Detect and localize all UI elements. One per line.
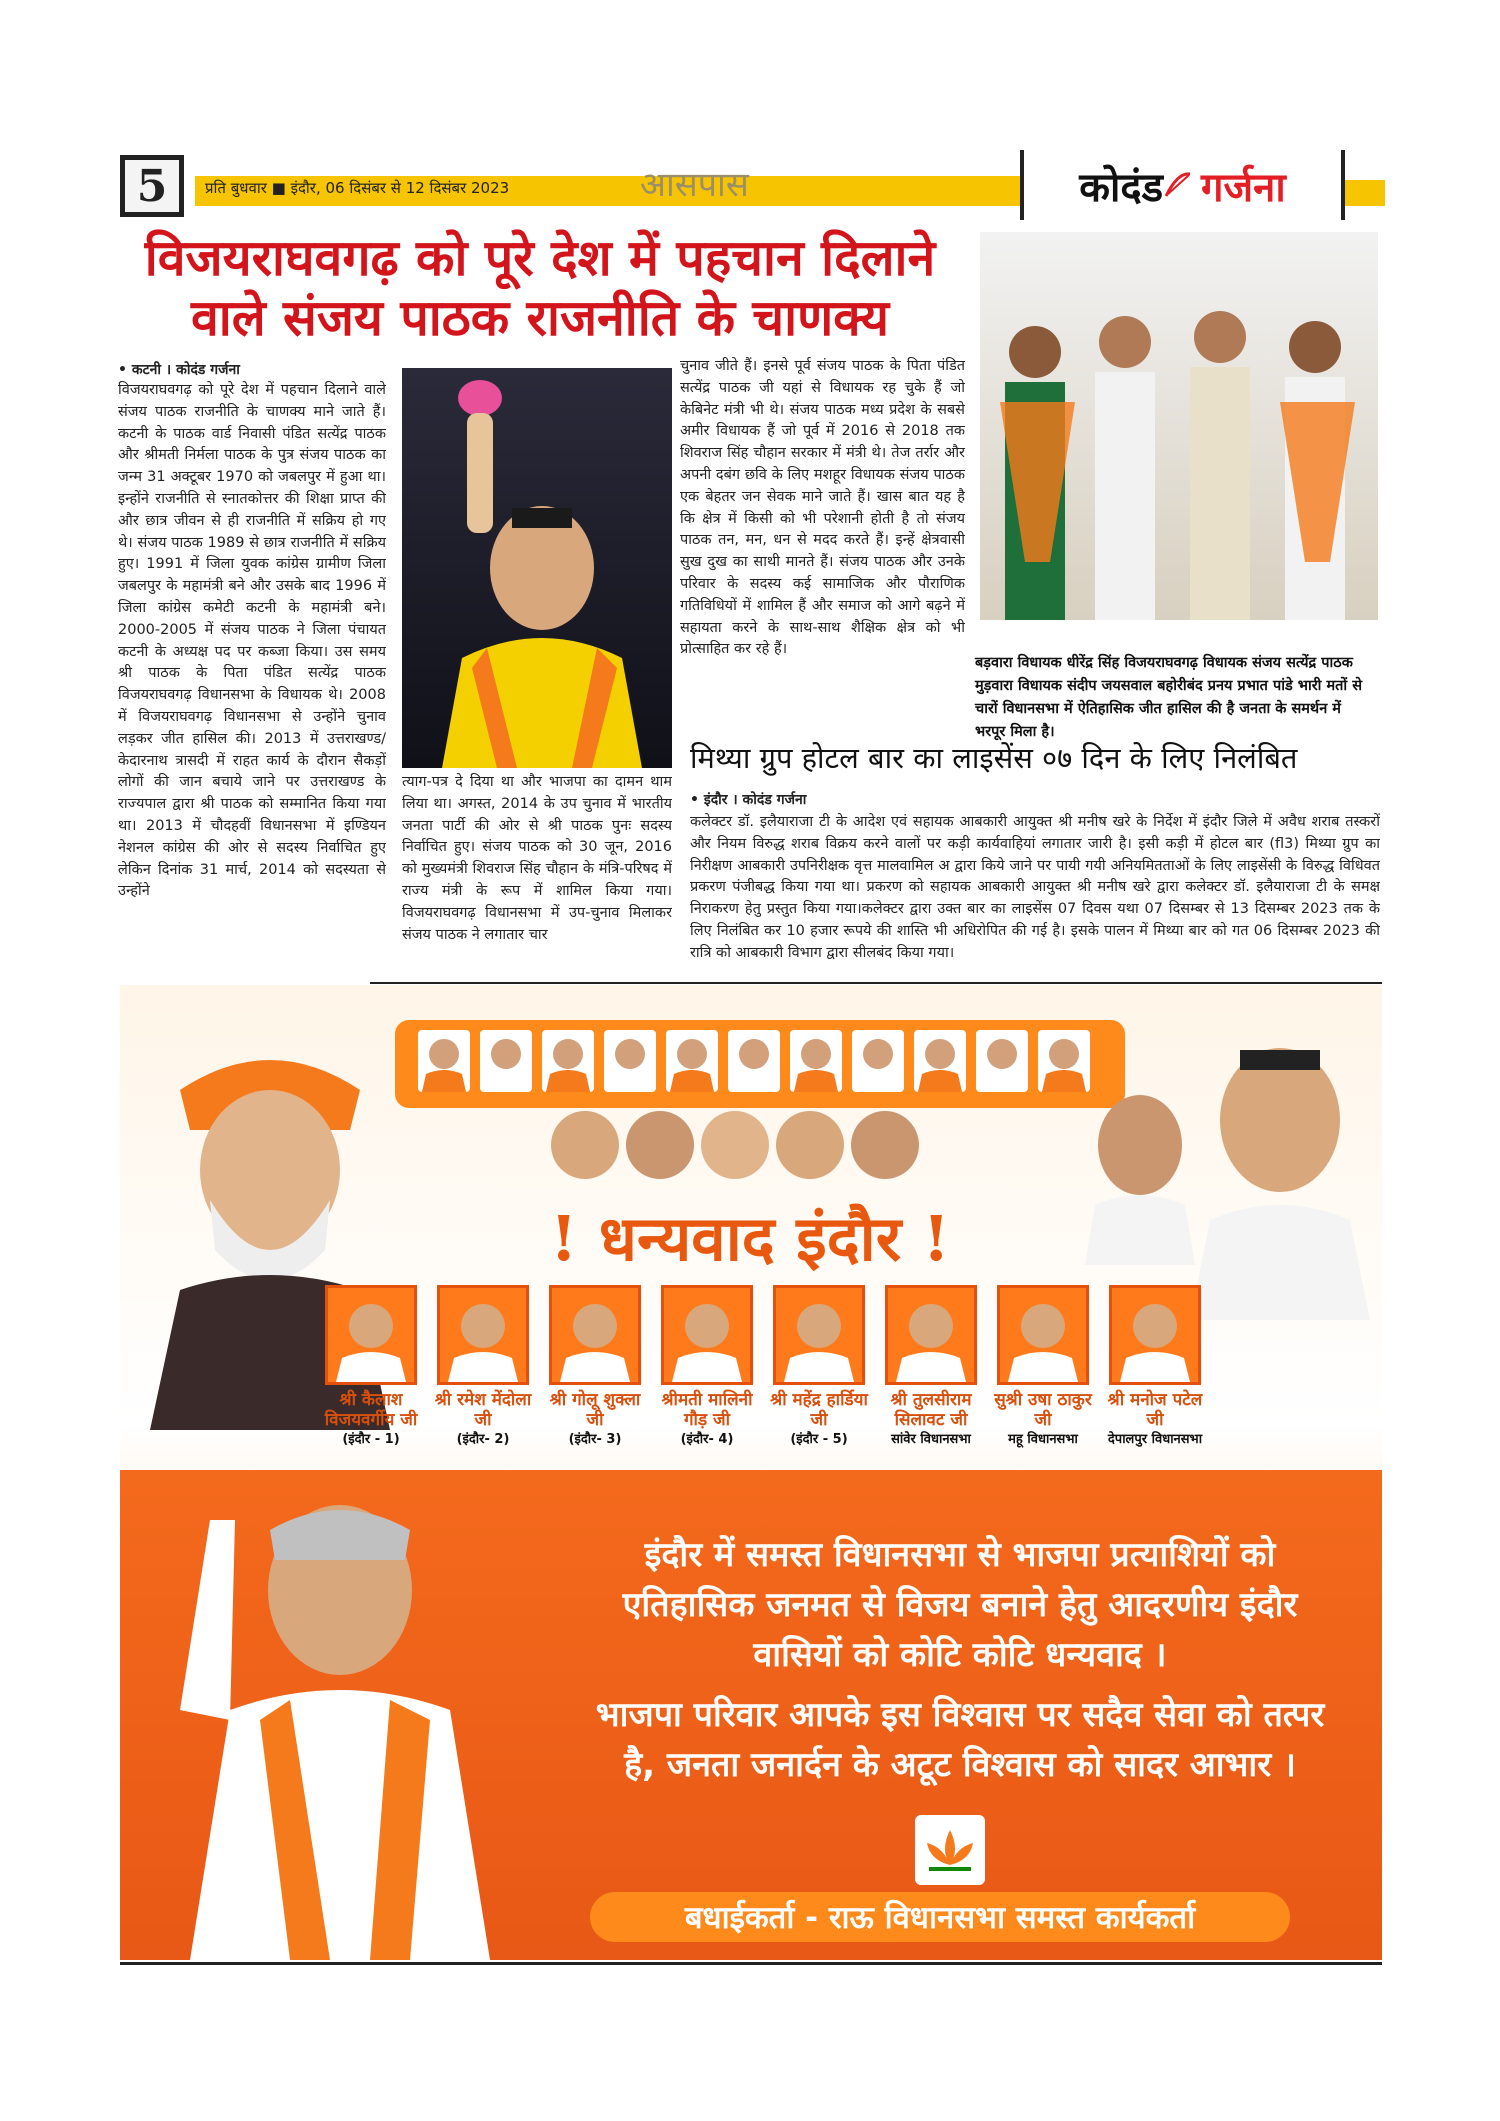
candidate-photo <box>549 1285 641 1385</box>
leader-thumbnail <box>728 1030 780 1092</box>
headline-line-2: वाले संजय पाठक राजनीति के चाणक्य <box>190 288 890 347</box>
candidate-seat: (इंदौर - 5) <box>790 1432 848 1447</box>
candidate-name: श्री मनोज पटेल जी <box>1107 1390 1203 1430</box>
candidate-seat: (इंदौर- 2) <box>456 1432 510 1447</box>
candidate-photo <box>325 1285 417 1385</box>
candidate-seat: सांवेर विधानसभा <box>891 1432 971 1447</box>
leader-thumbnail <box>1038 1030 1090 1092</box>
candidate-name: श्री रमेश मेंदोला जी <box>434 1390 532 1430</box>
leader-portrait-second-right <box>1080 1085 1200 1265</box>
masthead-right: गर्जना <box>1200 163 1286 211</box>
leader-thumbnail <box>542 1030 594 1092</box>
leader-thumbnail <box>914 1030 966 1092</box>
candidate-photo <box>885 1285 977 1385</box>
ad-footer: बधाईकर्ता - राऊ विधानसभा समस्त कार्यकर्ता <box>590 1892 1290 1942</box>
leader-thumbnail <box>480 1030 532 1092</box>
lotus-icon <box>915 1815 985 1885</box>
section-title: आसपास <box>640 165 749 205</box>
header-bar-end <box>1345 180 1385 206</box>
masthead-left: कोदंड <box>1079 163 1163 211</box>
candidate-name: श्री गोलू शुक्ला जी <box>549 1390 641 1430</box>
leader-portrait-right <box>1180 1020 1380 1320</box>
page-number: 5 <box>120 155 184 217</box>
article-photo-group <box>980 232 1378 620</box>
article-column-1: विजयराघवगढ़ को पूरे देश में पहचान दिलाने वाले संजय पाठक राजनीति के चाणक्य माने जाते हैं। कटनी के पाठक वार्ड निवासी पंडित सत्येंद्र पाठक और श्रीमती निर्मला पाठक के पुत्र संजय पाठक का जन्म 31 अक्टूबर 1970 को जबलपुर में हुआ था। इन्होंने राजनीति से स्नातकोत्तर की शिक्षा प्राप्त की और छात्र जीवन से ही राजनीति में सक्रिय हो गए थे। संजय पाठक 1989 से छात्र राजनीति में सक्रिय हुए। 1991 में जिला युवक कांग्रेस ग्रामीण जिला जबलपुर के महामंत्री बने और उसके बाद 1996 में जिला कांग्रेस कमेटी कटनी के महामंत्री बने। 2000-2005 में संजय पाठक ने जिला पंचायत कटनी के अध्यक्ष पद पर कब्जा किया। उस समय श्री पाठक के पिता पंडित सत्येंद्र पाठक विजयराघवगढ़ विधानसभा के विधायक थे। 2008 में विजयराघवगढ़ विधानसभा से उन्होंने चुनाव लड़कर जीत हासिल की। 2013 में उत्तराखण्ड/केदारनाथ त्रासदी में राहत कार्य के दौरान सैकड़ों लोगों की जान बचाये जाने पर उत्तराखण्ड के राज्यपाल द्वारा श्री पाठक को सम्मानित किया गया था। 2013 में चौदहवीं विधानसभा में इण्डियन नेशनल कांग्रेस की ओर से सदस्य निर्वाचित हुए लेकिन दिनांक 31 मार्च, 2014 को सदस्यता से उन्होंने <box>118 382 386 900</box>
party-logo <box>915 1815 985 1885</box>
candidate-seat: (इंदौर- 3) <box>568 1432 622 1447</box>
ad-title: ! धन्यवाद इंदौर ! <box>550 1202 950 1275</box>
candidate-seat: देपालपुर विधानसभा <box>1107 1432 1203 1447</box>
candidate-name: श्री महेंद्र हार्डिया जी <box>770 1390 868 1430</box>
leader-thumbnail <box>976 1030 1028 1092</box>
group-figures <box>980 232 1378 620</box>
ad-message-2: भाजपा परिवार आपके इस विश्वास पर सदैव सेवा को तत्पर है, जनता जनार्दन के अटूट विश्वास को सादर आभार । <box>595 1695 1325 1785</box>
headline-line-1: विजयराघवगढ़ को पूरे देश में पहचान दिलाने <box>144 228 936 287</box>
candidate-photo <box>773 1285 865 1385</box>
candidate-photo <box>437 1285 529 1385</box>
candidate-photo <box>997 1285 1089 1385</box>
bottom-rule <box>120 1962 1382 1965</box>
article-photo-politician <box>402 368 672 768</box>
article2-body: कलेक्टर डॉ. इलैयाराजा टी के आदेश एवं सहायक आबकारी आयुक्त श्री मनीष खरे के निर्देश में इंदौर जिले में अवैध शराब तस्करों और नियम विरुद्ध शराब विक्रय करने वालों पर कड़ी कार्यवाहियां लगातार जारी है। इसी कड़ी में होटल बार (fl3) मिथ्या ग्रुप का निरीक्षण आबकारी उपनिरीक्षक वृत्त मालवामिल अ द्वारा किये जाने पर पायी गयी अनियमितताओं के लिए लाइसेंसी के विरुद्ध विधिवत प्रकरण पंजीबद्ध किया गया था। प्रकरण को सहायक आबकारी आयुक्त श्री मनीष खरे द्वारा कलेक्टर डॉ. इलैयाराजा टी के समक्ष निराकरण हेतु प्रस्तुत किया गया।कलेक्टर द्वारा उक्त बार का लाइसेंस 07 दिवस यथा 07 दिसम्बर से 13 दिसम्बर 2023 तक के लिए निलंबित कर 10 हजार रूपये की शास्ति भी अधिरोपित की गई है। इसके पालन में मिथ्या बार को गत 06 दिसम्बर 2023 की रात्रि को आबकारी विभाग द्वारा सीलबंद किया गया। <box>690 814 1380 961</box>
leader-thumbnail <box>852 1030 904 1092</box>
article-headline <box>110 228 970 348</box>
candidate-seat: महू विधानसभा <box>1008 1432 1078 1447</box>
candidate-seat: (इंदौर- 4) <box>680 1432 734 1447</box>
leader-thumbnail <box>790 1030 842 1092</box>
leaders-group-middle <box>545 1100 925 1190</box>
article2-headline: मिथ्या ग्रुप होटल बार का लाइसेंस ०७ दिन के लिए निलंबित <box>690 741 1298 775</box>
leader-thumbnail <box>418 1030 470 1092</box>
masthead <box>1020 150 1345 220</box>
article-byline: • कटनी । कोदंड गर्जना <box>118 362 240 378</box>
candidate-name: श्री कैलाश विजयवर्गीय जी <box>324 1390 418 1430</box>
article2-byline: • इंदौर । कोदंड गर्जना <box>690 792 807 808</box>
article-column-3: चुनाव जीते हैं। इनसे पूर्व संजय पाठक के पिता पंडित सत्येंद्र पाठक जी यहां से विधायक रह चुके हैं जो केबिनेट मंत्री भी थे। संजय पाठक मध्य प्रदेश के सबसे अमीर विधायक हैं जो पूर्व में 2016 से 2018 तक शिवराज सिंह चौहान सरकार में मंत्री थे। तेज तर्रार और अपनी दबंग छवि के लिए मशहूर विधायक संजय पाठक एक बेहतर जन सेवक माने जाते हैं। खास बात यह है कि क्षेत्र में किसी को भी परेशानी होती है तो संजय पाठक तन, मन, धन से मदद करते हैं। इन्हें क्षेत्रवासी सुख दुख का साथी मानते हैं। संजय पाठक और उनके परिवार के सदस्य कई सामाजिक और पौराणिक गतिविधियों में शामिल हैं और समाज को आगे बढ़ने में सहायता करने के साथ-साथ शैक्षिक क्षेत्र को भी प्रोत्साहित कर रहे हैं। <box>680 358 965 658</box>
candidate-seat: (इंदौर - 1) <box>342 1432 400 1447</box>
politician-figure <box>402 368 672 768</box>
leader-thumbnail <box>604 1030 656 1092</box>
leader-thumbnail <box>666 1030 718 1092</box>
candidate-photo <box>661 1285 753 1385</box>
candidate-photo <box>1109 1285 1201 1385</box>
article-column-2: त्याग-पत्र दे दिया था और भाजपा का दामन थाम लिया था। अगस्त, 2014 के उप चुनाव में भारतीय जनता पार्टी की ओर से श्री पाठक पुनः सदस्य निर्वाचित हुए। संजय पाठक को 30 जून, 2016 को मुख्यमंत्री शिवराज सिंह चौहान के मंत्रि-परिषद में राज्य मंत्री के रूप में शामिल किया गया। विजयराघवगढ़ विधानसभा में उप-चुनाव मिलाकर संजय पाठक ने लगातार चार <box>402 774 672 943</box>
candidate-name: श्रीमती मालिनी गौड़ जी <box>661 1390 753 1430</box>
ad-message-1: इंदौर में समस्त विधानसभा से भाजपा प्रत्याशियों को एतिहासिक जनमत से विजय बनाने हेतु आदरणीय इंदौर वासियों को कोटि कोटि धन्यवाद । <box>622 1535 1298 1675</box>
candidate-name: सुश्री उषा ठाकुर जी <box>994 1390 1092 1430</box>
divider <box>370 982 1382 984</box>
bow-arrow-icon <box>1163 170 1193 200</box>
photo-caption: बड़वारा विधायक धीरेंद्र सिंह विजयराघवगढ़ विधायक संजय सत्येंद्र पाठक मुड़वारा विधायक संदीप जयसवाल बहोरीबंद प्रनय प्रभात पांडे भारी मतों से चारों विधानसभा में ऐतिहासिक जीत हासिल की है जनता के समर्थन में भरपूर मिला है। <box>975 655 1363 740</box>
candidate-name: श्री तुलसीराम सिलावट जी <box>890 1390 972 1430</box>
dateline: प्रति बुधवार ■ इंदौर, 06 दिसंबर से 12 दिसंबर 2023 <box>205 179 510 197</box>
leader-portrait-bottom <box>140 1470 520 1960</box>
